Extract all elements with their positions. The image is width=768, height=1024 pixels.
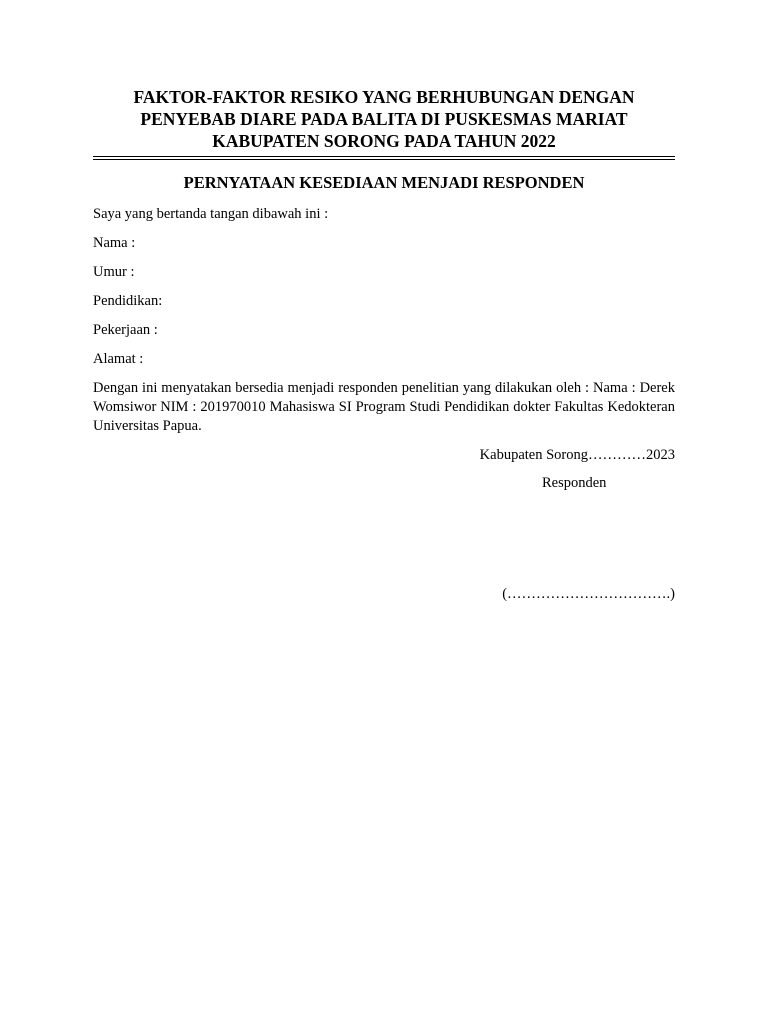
form-subtitle: PERNYATAAN KESEDIAAN MENJADI RESPONDEN — [183, 173, 585, 192]
signature-line: (…………………………….) — [502, 586, 675, 602]
intro-text: Saya yang bertanda tangan dibawah ini : — [93, 206, 329, 222]
document-title — [93, 86, 675, 152]
respondent-label: Responden — [542, 475, 607, 491]
consent-statement: Dengan ini menyatakan bersedia menjadi responden penelitian yang dilakukan oleh : Nama : Derek Womsiwor NIM : 201970010 Mahasiswa SI Program Studi Pendidikan dokter Fakultas Kedokteran Universitas Papua. — [93, 380, 675, 434]
field-alamat: Alamat : — [93, 351, 144, 367]
title-line-1: FAKTOR-FAKTOR RESIKO YANG BERHUBUNGAN DENGAN — [133, 87, 635, 107]
document-page — [93, 86, 675, 603]
field-nama: Nama : — [93, 235, 136, 251]
place-date: Kabupaten Sorong…………2023 — [479, 447, 675, 463]
title-line-3: KABUPATEN SORONG PADA TAHUN 2022 — [212, 131, 556, 151]
title-divider — [93, 156, 675, 159]
field-pendidikan: Pendidikan: — [93, 293, 163, 309]
title-line-2: PENYEBAB DIARE PADA BALITA DI PUSKESMAS MARIAT — [140, 109, 628, 129]
field-pekerjaan: Pekerjaan : — [93, 322, 158, 338]
field-umur: Umur : — [93, 264, 135, 280]
